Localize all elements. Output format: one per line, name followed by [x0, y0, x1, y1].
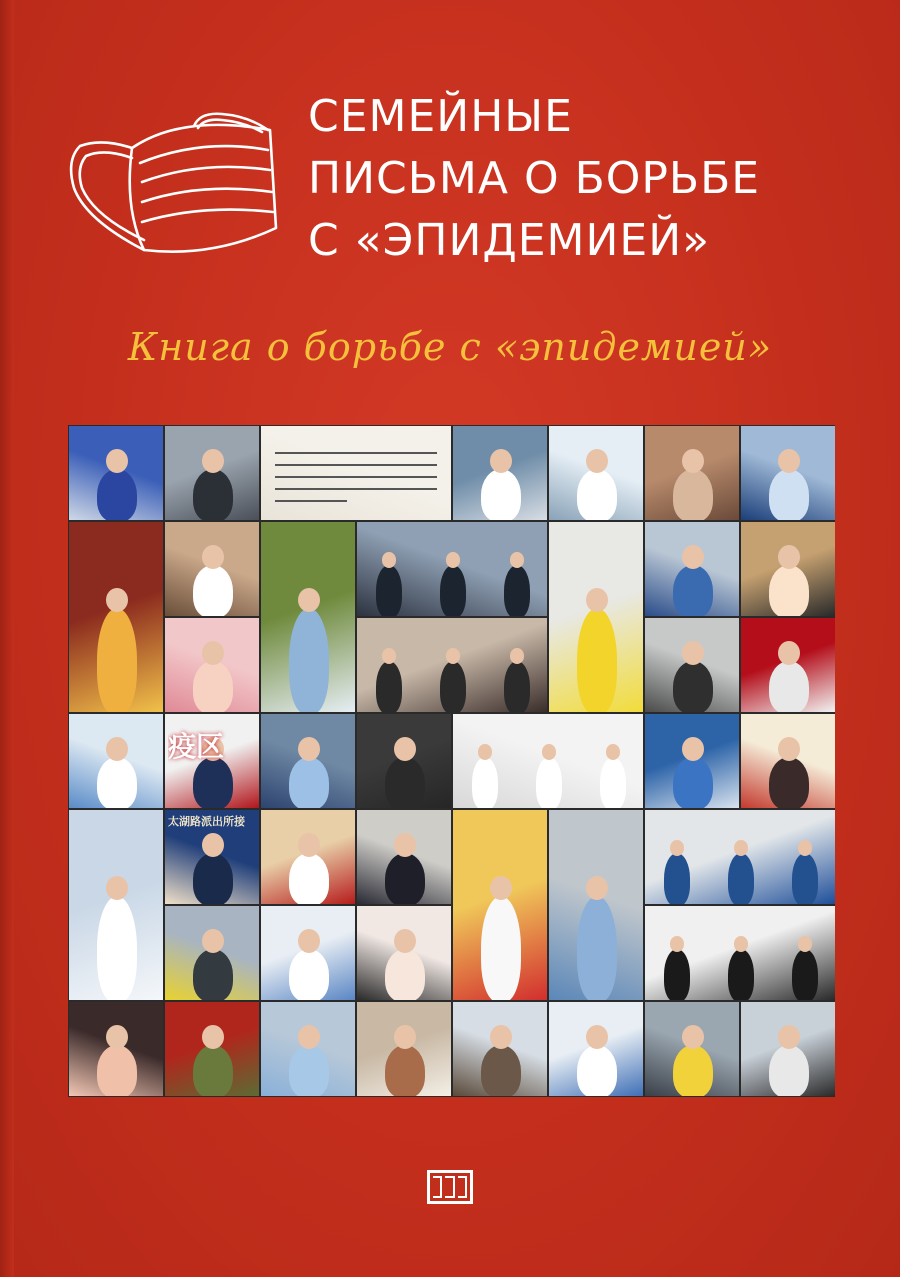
person-head: [446, 552, 461, 568]
photo-tile: [645, 618, 739, 712]
person-figure: [600, 757, 627, 808]
photo-tile: [357, 1002, 451, 1096]
person-figure: [728, 853, 755, 904]
person-head: [778, 545, 800, 569]
person-head: [478, 744, 493, 760]
person-figure: [792, 853, 819, 904]
person-figure: [97, 757, 137, 808]
photo-tile: [357, 618, 547, 712]
person-figure: [385, 757, 425, 808]
person-figure: [673, 1045, 713, 1096]
person-figure: [536, 757, 563, 808]
person-head: [202, 641, 224, 665]
photo-tile: [453, 714, 643, 808]
photo-caption: 疫区: [168, 730, 225, 763]
person-head: [490, 1025, 512, 1049]
person-head: [734, 840, 749, 856]
person-head: [394, 1025, 416, 1049]
photo-tile: [165, 906, 259, 1000]
person-head: [778, 641, 800, 665]
person-head: [382, 552, 397, 568]
person-figure: [769, 1045, 809, 1096]
person-head: [606, 744, 621, 760]
person-head: [510, 648, 525, 664]
person-head: [586, 449, 608, 473]
photo-tile: [357, 714, 451, 808]
photo-tile: [549, 522, 643, 712]
person-figure: [440, 661, 467, 712]
person-figure: [289, 949, 329, 1000]
person-figure: [769, 757, 809, 808]
person-figure: [472, 757, 499, 808]
photo-tile: [165, 522, 259, 616]
photo-tile: [69, 1002, 163, 1096]
photo-tile: [741, 426, 835, 520]
person-figure: [193, 1045, 233, 1096]
person-figure: [504, 565, 531, 616]
person-figure: [792, 949, 819, 1000]
photo-tile: [261, 714, 355, 808]
person-figure: [481, 469, 521, 520]
person-head: [446, 648, 461, 664]
person-head: [298, 929, 320, 953]
person-head: [586, 876, 608, 900]
person-figure: [193, 565, 233, 616]
photo-tile: [165, 1002, 259, 1096]
handwriting-line: [275, 464, 437, 466]
photo-tile: [741, 522, 835, 616]
photo-tile: [261, 426, 451, 520]
person-figure: [440, 565, 467, 616]
book-subtitle: Книга о борьбе с «эпидемией»: [127, 325, 773, 369]
person-head: [298, 737, 320, 761]
photo-tile: [453, 1002, 547, 1096]
person-figure: [376, 565, 403, 616]
title-line-1: СЕМЕЙНЫЕ: [308, 91, 573, 142]
person-head: [394, 737, 416, 761]
photo-tile: [69, 810, 163, 1000]
photo-tile: [69, 426, 163, 520]
person-figure: [577, 608, 617, 712]
person-figure: [728, 949, 755, 1000]
photo-mosaic: [68, 425, 835, 1097]
title-line-2: ПИСЬМА О БОРЬБЕ: [308, 153, 761, 204]
person-figure: [193, 949, 233, 1000]
person-figure: [769, 565, 809, 616]
person-figure: [673, 757, 713, 808]
person-figure: [577, 469, 617, 520]
person-head: [106, 737, 128, 761]
person-head: [734, 936, 749, 952]
photo-tile: [357, 810, 451, 904]
person-head: [394, 929, 416, 953]
photo-tile: [261, 522, 355, 712]
person-figure: [769, 661, 809, 712]
person-head: [202, 929, 224, 953]
person-figure: [664, 949, 691, 1000]
face-mask-icon: [62, 108, 284, 268]
person-figure: [289, 1045, 329, 1096]
person-head: [298, 833, 320, 857]
person-figure: [481, 1045, 521, 1096]
title-line-3: С «ЭПИДЕМИЕЙ»: [308, 215, 711, 266]
person-head: [202, 1025, 224, 1049]
person-head: [682, 1025, 704, 1049]
person-head: [490, 876, 512, 900]
photo-tile: [645, 1002, 739, 1096]
photo-tile: [549, 426, 643, 520]
person-head: [106, 449, 128, 473]
photo-tile: [69, 522, 163, 712]
photo-tile: [165, 426, 259, 520]
person-head: [682, 545, 704, 569]
photo-tile: [357, 906, 451, 1000]
person-head: [202, 545, 224, 569]
person-figure: [664, 853, 691, 904]
person-figure: [289, 853, 329, 904]
person-figure: [97, 1045, 137, 1096]
person-figure: [385, 949, 425, 1000]
person-head: [778, 1025, 800, 1049]
person-head: [798, 936, 813, 952]
photo-tile: [549, 810, 643, 1000]
person-head: [586, 588, 608, 612]
handwriting-line: [275, 476, 437, 478]
person-head: [682, 737, 704, 761]
person-head: [682, 449, 704, 473]
photo-tile: [645, 522, 739, 616]
photo-tile: [357, 522, 547, 616]
person-head: [202, 833, 224, 857]
handwriting-line: [275, 452, 437, 454]
person-figure: [577, 1045, 617, 1096]
photo-tile: [453, 426, 547, 520]
handwriting-line: [275, 488, 437, 490]
publisher-logo-icon: [427, 1170, 473, 1204]
photo-tile: [165, 618, 259, 712]
person-figure: [673, 565, 713, 616]
person-head: [798, 840, 813, 856]
person-head: [586, 1025, 608, 1049]
person-figure: [504, 661, 531, 712]
person-figure: [289, 608, 329, 712]
person-figure: [385, 853, 425, 904]
photo-tile: [645, 426, 739, 520]
person-head: [542, 744, 557, 760]
person-figure: [481, 896, 521, 1000]
photo-tile: [261, 1002, 355, 1096]
person-head: [490, 449, 512, 473]
photo-caption: 太湖路派出所接: [168, 815, 245, 828]
person-head: [682, 641, 704, 665]
person-head: [106, 876, 128, 900]
person-figure: [97, 896, 137, 1000]
person-head: [298, 588, 320, 612]
person-head: [670, 936, 685, 952]
person-head: [778, 449, 800, 473]
person-figure: [97, 469, 137, 520]
photo-tile: [645, 810, 835, 904]
person-head: [778, 737, 800, 761]
person-figure: [769, 469, 809, 520]
cover-edge: [0, 0, 14, 1277]
person-figure: [289, 757, 329, 808]
person-figure: [193, 469, 233, 520]
person-figure: [97, 608, 137, 712]
person-figure: [577, 896, 617, 1000]
photo-tile: [645, 714, 739, 808]
photo-tile: [69, 714, 163, 808]
person-head: [394, 833, 416, 857]
photo-tile: [741, 714, 835, 808]
photo-tile: [741, 618, 835, 712]
person-figure: [193, 661, 233, 712]
handwriting-line: [275, 500, 347, 502]
person-figure: [193, 853, 233, 904]
person-head: [298, 1025, 320, 1049]
person-head: [202, 449, 224, 473]
person-head: [106, 588, 128, 612]
photo-tile: [645, 906, 835, 1000]
person-figure: [673, 661, 713, 712]
person-figure: [385, 1045, 425, 1096]
person-head: [106, 1025, 128, 1049]
person-figure: [376, 661, 403, 712]
photo-tile: [453, 810, 547, 1000]
person-head: [670, 840, 685, 856]
person-figure: [673, 469, 713, 520]
person-head: [510, 552, 525, 568]
person-head: [382, 648, 397, 664]
photo-tile: [549, 1002, 643, 1096]
book-title: [308, 86, 868, 272]
photo-tile: [261, 810, 355, 904]
photo-tile: [261, 906, 355, 1000]
photo-tile: [741, 1002, 835, 1096]
